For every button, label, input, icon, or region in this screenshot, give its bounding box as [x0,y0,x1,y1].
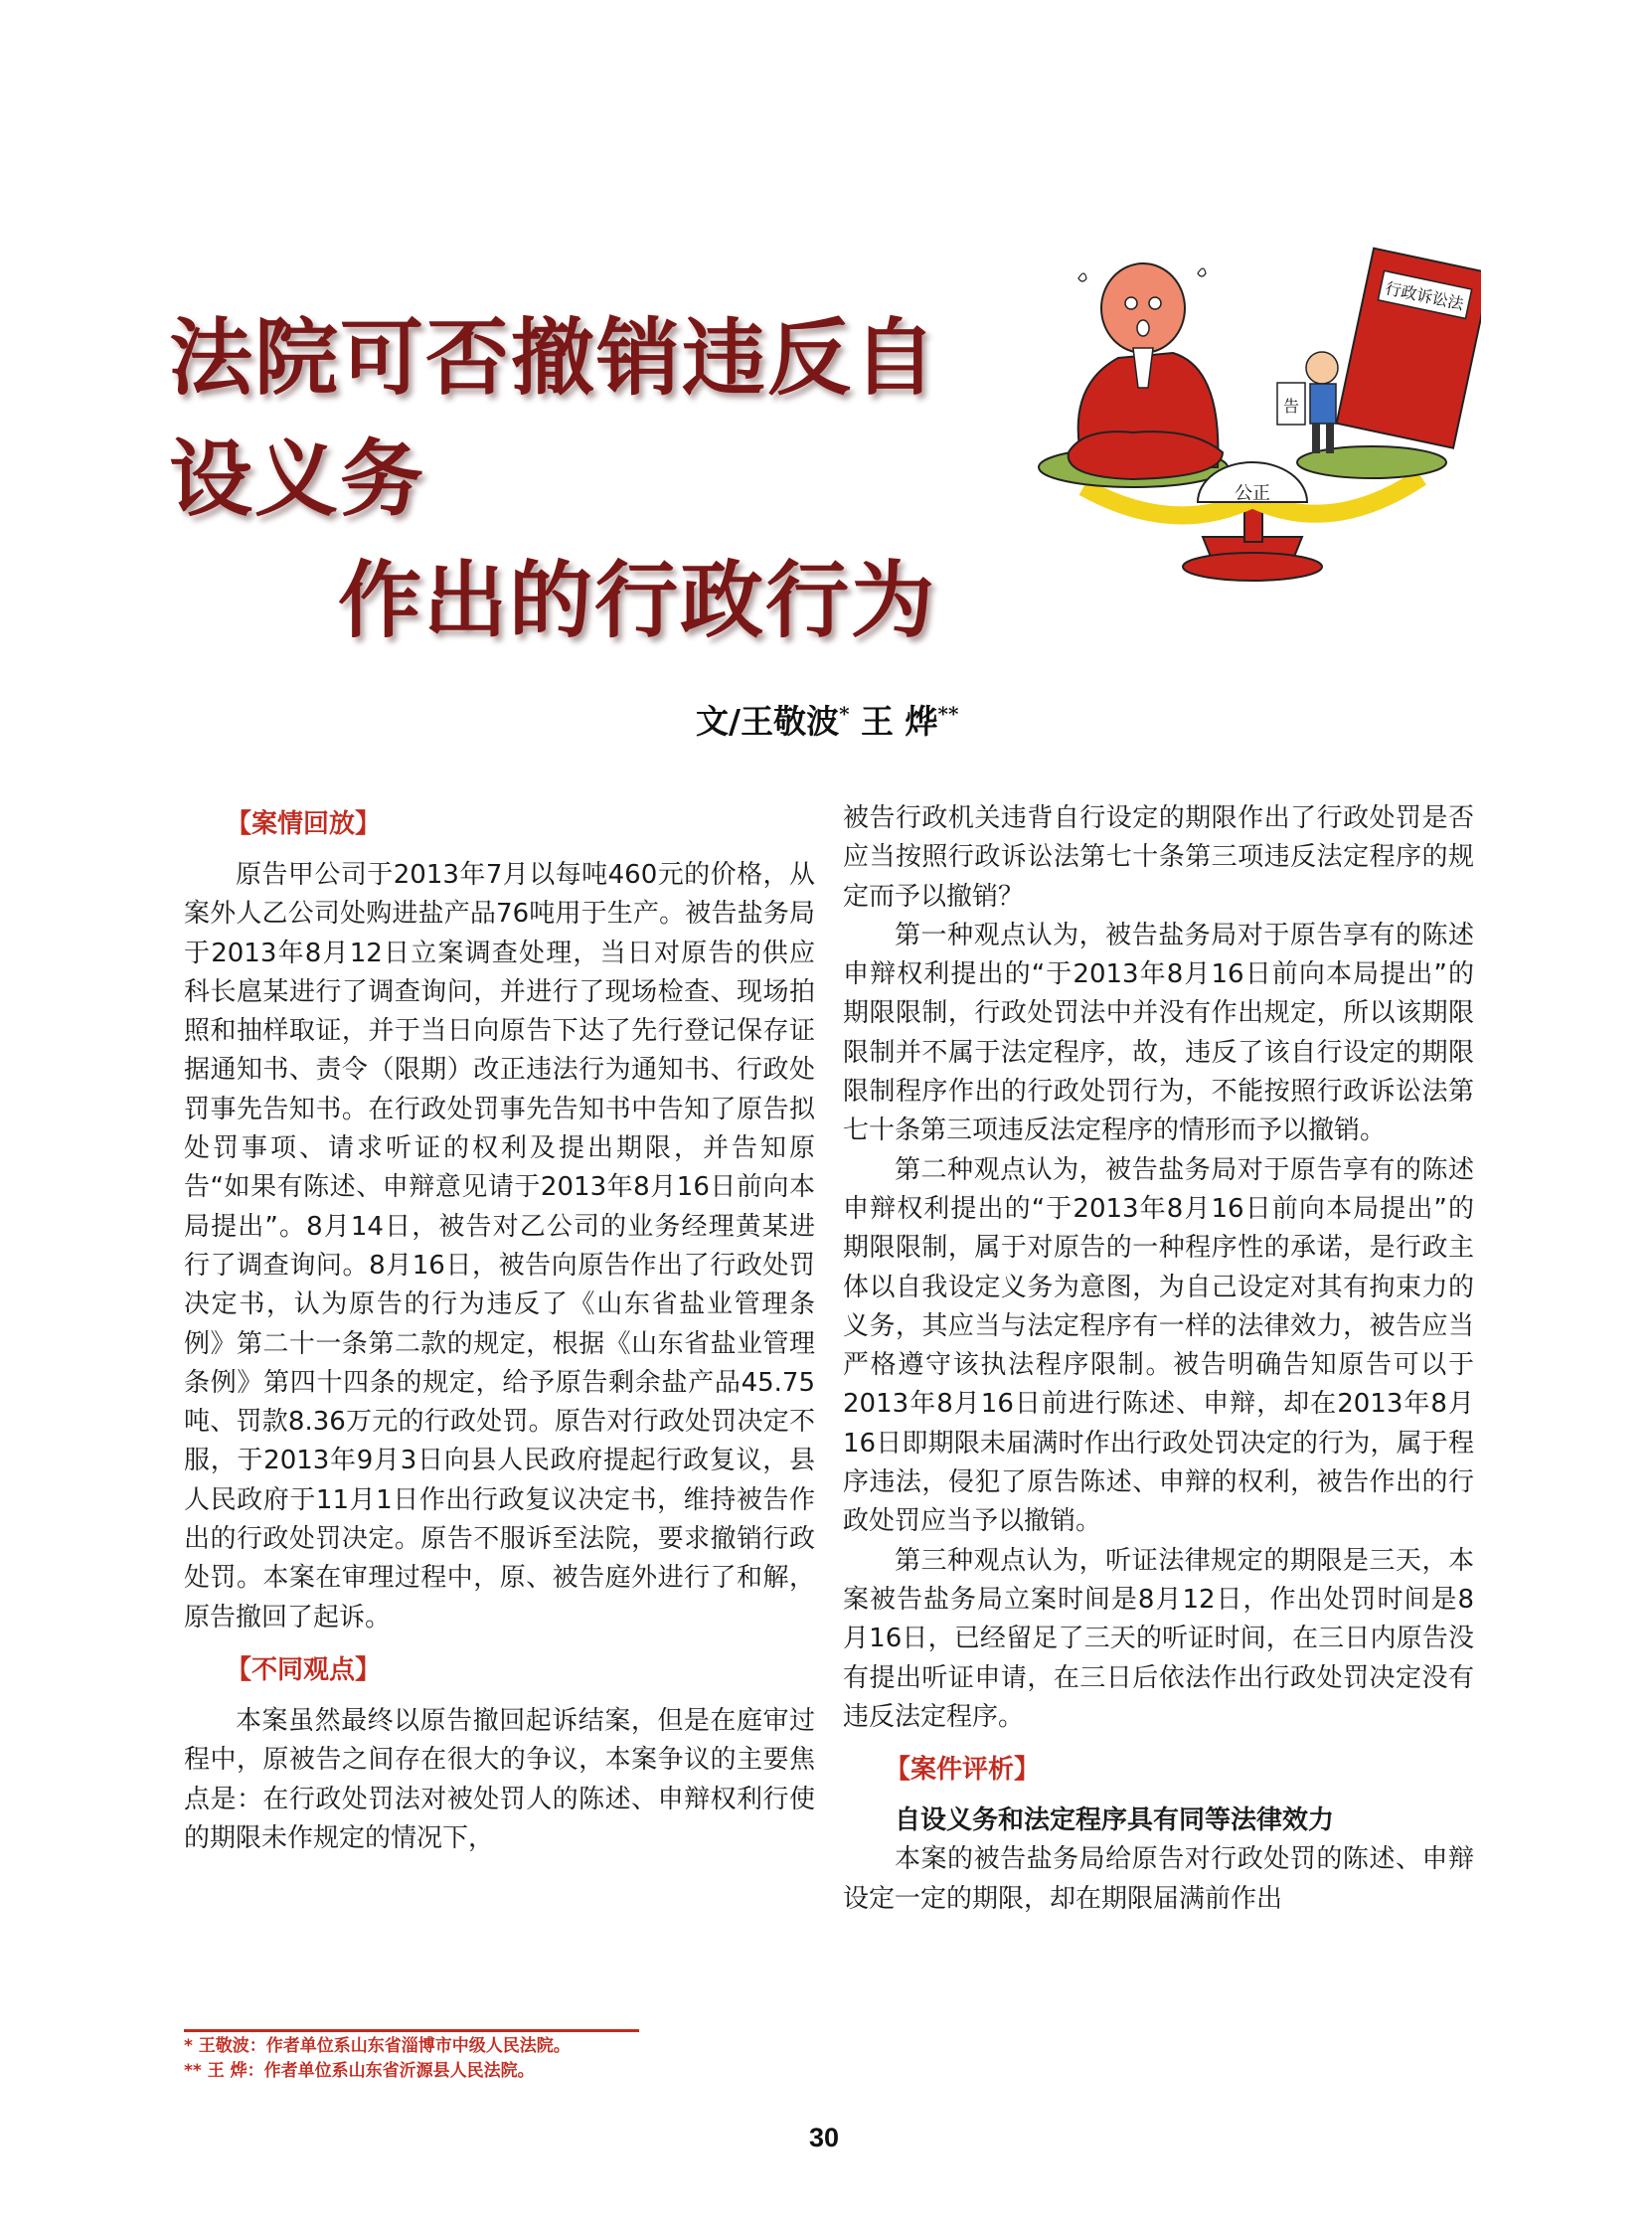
paper-label: 告 [1282,397,1300,416]
footnote-1: * 王敬波：作者单位系山东省淄博市中级人民法院。 [184,2036,571,2056]
author-2-mark: ** [937,702,959,726]
analysis-paragraph: 本案的被告盐务局给原告对行政处罚的陈述、申辩设定一定的期限，却在期限届满前作出 [843,1844,1474,1914]
view-3-paragraph: 第三种观点认为，听证法律规定的期限是三天，本案被告盐务局立案时间是8月12日，作出处罚时间是8月16日，已经留足了三天的听证时间，在三日内原告没有提出听证申请，在三日后依法作出行政处罚决定没有违反法定程序。 [843,1545,1474,1732]
footnote-2: ** 王 烨：作者单位系山东省沂源县人民法院。 [184,2061,535,2081]
book-label: 行政诉讼法 [1384,278,1466,314]
section-heading-views: 【不同观点】 [226,1654,382,1685]
view-2-paragraph: 第二种观点认为，被告盐务局对于原告享有的陈述申辩权利提出的“于2013年8月16日前向本局提出”的期限限制，属于对原告的一种程序性的承诺，是行政主体以自我设定义务为意图，为自己设定对其有拘束力的义务，其应当与法定程序有一样的法律效力，被告应当严格遵守该执法程序限制。被告明确告知原告可以于2013年8月16日前进行陈述、申辩，却在2013年8月16日即期限未届满时作出行政处罚决定的行为，属于程序违法，侵犯了原告陈述、申辩的权利，被告作出的行政处罚应当予以撤销。 [843,1154,1474,1537]
byline [696,696,958,743]
byline-prefix: 文/ [696,702,742,741]
section-heading-analysis: 【案件评析】 [885,1755,1041,1786]
title-line-2: 作出的行政行为 [338,551,937,649]
author-1: 王敬波 [741,702,840,741]
author-1-mark: * [839,702,850,726]
analysis-subheading: 自设义务和法定程序具有同等法律效力 [895,1805,1335,1836]
case-paragraph: 原告甲公司于2013年7月以每吨460元的价格，从案外人乙公司处购进盐产品76吨用于生产。被告盐务局于2013年8月12日立案调查处理，当日对原告的供应科长扈某进行了调查询问，并进行了现场检查、现场拍照和抽样取证，并于当日向原告下达了先行登记保存证据通知书、责令（限期）改正违法行为通知书、行政处罚事先告知书。在行政处罚事先告知书中告知了原告拟处罚事项、请求听证的权利及提出期限，并告知原告“如果有陈述、申辩意见请于2013年8月16日前向本局提出”。8月14日，被告对乙公司的业务经理黄某进行了调查询问。8月16日，被告向原告作出了行政处罚决定书，认为原告的行为违反了《山东省盐业管理条例》第二十一条第二款的规定，根据《山东省盐业管理条例》第四十四条的规定，给予原告剩余盐产品45.75吨、罚款8.36万元的行政处罚。原告对行政处罚决定不服，于2013年9月3日向县人民政府提起行政复议，县人民政府于11月1日作出行政复议决定书，维持被告作出的行政处罚决定。原告不服诉至法院，要求撤销行政处罚。本案在审理过程中，原、被告庭外进行了和解，原告撤回了起诉。 [184,860,815,1632]
cartoon-illustration [1024,239,1481,606]
view-1-paragraph: 第一种观点认为，被告盐务局对于原告享有的陈述申辩权利提出的“于2013年8月16日前向本局提出”的期限限制，行政处罚法中并没有作出规定，所以该期限限制并不属于法定程序，故，违反了该自行设定的期限限制程序作出的行政处罚行为，不能按照行政诉讼法第七十条第三项违反法定程序的情形而予以撤销。 [843,920,1474,1146]
views-continued-paragraph: 被告行政机关违背自行设定的期限作出了行政处罚是否应当按照行政诉讼法第七十条第三项违反法定程序的规定而予以撤销？ [843,803,1474,912]
footnote-divider [184,2029,639,2032]
title-line-1: 法院可否撤销违反自设义务 [169,309,939,528]
left-column [184,795,815,1858]
scale-label: 公正 [1235,483,1270,504]
footnotes [184,2034,571,2084]
section-heading-case: 【案情回放】 [226,809,382,839]
author-2: 王 烨 [849,702,938,741]
right-column [843,799,1474,1919]
article-title [169,298,1014,661]
page-number: 30 [809,2123,840,2152]
views-paragraph: 本案虽然最终以原告撤回起诉结案，但是在庭审过程中，原被告之间存在很大的争议，本案争议的主要焦点是：在行政处罚法对被处罚人的陈述、申辩权利行使的期限未作规定的情况下， [184,1705,815,1853]
